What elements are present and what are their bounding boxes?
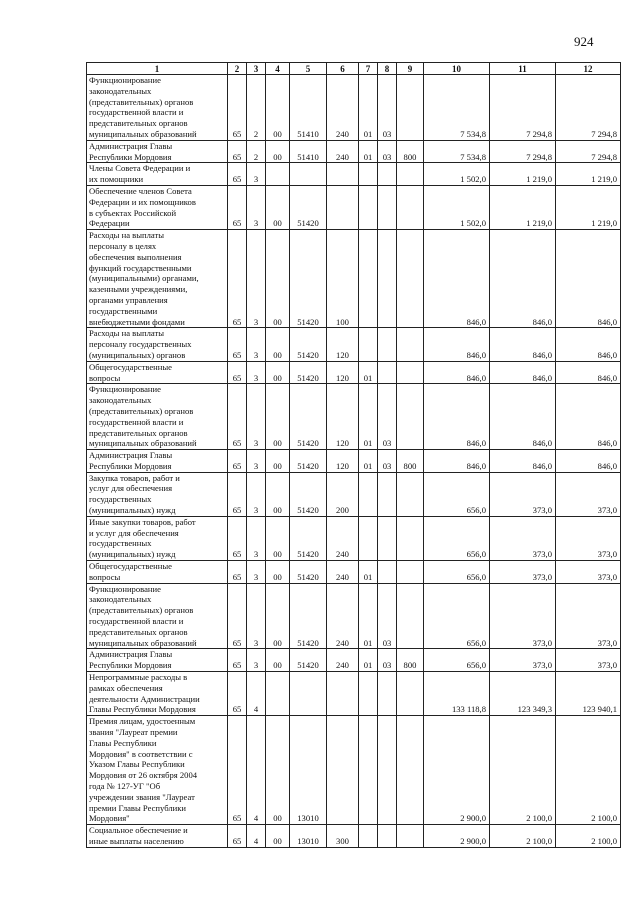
row-description: Функционирование законодательных (представительных) органов государственной власти и представительных органов муниципальных образований [87, 384, 228, 450]
table-cell: 7 294,8 [490, 75, 556, 141]
table-cell: 373,0 [556, 583, 621, 649]
table-row [87, 516, 621, 560]
table-row [87, 384, 621, 450]
row-description: Функционирование законодательных (представительных) органов государственной власти и представительных органов муниципальных образований [87, 583, 228, 649]
table-cell: 846,0 [556, 328, 621, 361]
table-cell: 2 100,0 [556, 716, 621, 825]
row-description: Расходы на выплаты персоналу государственных (муниципальных) органов [87, 328, 228, 361]
table-cell: 00 [266, 384, 290, 450]
table-row [87, 185, 621, 229]
column-header: 11 [490, 63, 556, 75]
table-cell [397, 516, 424, 560]
table-cell: 2 [247, 75, 266, 141]
table-cell [359, 230, 378, 328]
table-cell: 656,0 [424, 649, 490, 672]
table-cell [327, 672, 359, 716]
table-cell [359, 163, 378, 186]
table-cell: 13010 [290, 825, 327, 848]
column-header: 1 [87, 63, 228, 75]
table-cell: 3 [247, 561, 266, 584]
table-cell: 51420 [290, 472, 327, 516]
table-cell: 656,0 [424, 516, 490, 560]
table-row [87, 825, 621, 848]
table-cell: 3 [247, 472, 266, 516]
table-cell: 01 [359, 140, 378, 163]
table-row [87, 75, 621, 141]
table-cell: 65 [228, 230, 247, 328]
table-cell: 51420 [290, 185, 327, 229]
table-cell: 123 349,3 [490, 672, 556, 716]
table-cell: 4 [247, 672, 266, 716]
table-cell: 65 [228, 716, 247, 825]
table-cell: 13010 [290, 716, 327, 825]
table-cell: 846,0 [556, 384, 621, 450]
table-cell [378, 163, 397, 186]
table-cell: 656,0 [424, 583, 490, 649]
table-cell: 51410 [290, 140, 327, 163]
table-cell: 1 219,0 [490, 163, 556, 186]
table-cell: 03 [378, 75, 397, 141]
table-row [87, 450, 621, 473]
table-cell [359, 825, 378, 848]
table-cell: 2 [247, 140, 266, 163]
table-cell: 7 294,8 [490, 140, 556, 163]
table-cell: 03 [378, 649, 397, 672]
table-cell [378, 361, 397, 384]
table-cell: 65 [228, 583, 247, 649]
table-cell: 1 219,0 [556, 185, 621, 229]
table-cell: 00 [266, 230, 290, 328]
table-cell: 373,0 [490, 561, 556, 584]
table-cell: 4 [247, 825, 266, 848]
table-cell: 846,0 [424, 384, 490, 450]
table-cell: 65 [228, 140, 247, 163]
column-header: 7 [359, 63, 378, 75]
table-cell: 846,0 [424, 230, 490, 328]
table-cell: 00 [266, 361, 290, 384]
table-cell [397, 384, 424, 450]
table-cell: 01 [359, 384, 378, 450]
column-header: 5 [290, 63, 327, 75]
table-cell: 1 219,0 [490, 185, 556, 229]
table-cell: 1 502,0 [424, 185, 490, 229]
table-cell: 7 534,8 [424, 140, 490, 163]
table-cell: 373,0 [490, 472, 556, 516]
table-cell [397, 328, 424, 361]
table-cell: 00 [266, 561, 290, 584]
table-cell [397, 472, 424, 516]
row-description: Общегосударственные вопросы [87, 361, 228, 384]
table-row [87, 163, 621, 186]
table-cell: 2 100,0 [490, 716, 556, 825]
table-cell [266, 672, 290, 716]
column-header: 10 [424, 63, 490, 75]
table-cell: 51420 [290, 561, 327, 584]
table-cell [378, 516, 397, 560]
table-cell: 65 [228, 516, 247, 560]
table-cell: 65 [228, 75, 247, 141]
table-cell: 00 [266, 450, 290, 473]
table-cell: 656,0 [424, 561, 490, 584]
table-cell: 2 900,0 [424, 825, 490, 848]
table-cell: 123 940,1 [556, 672, 621, 716]
table-row [87, 561, 621, 584]
table-cell: 373,0 [556, 516, 621, 560]
row-description: Обеспечение членов Совета Федерации и их помощников в субъектах Российской Федерации [87, 185, 228, 229]
table-cell: 846,0 [556, 230, 621, 328]
table-cell: 373,0 [556, 649, 621, 672]
table-cell: 846,0 [556, 361, 621, 384]
table-cell: 51410 [290, 75, 327, 141]
table-cell: 200 [327, 472, 359, 516]
table-cell: 240 [327, 583, 359, 649]
table-cell: 2 900,0 [424, 716, 490, 825]
table-cell: 3 [247, 583, 266, 649]
table-cell: 240 [327, 516, 359, 560]
table-cell: 120 [327, 450, 359, 473]
table-cell: 1 502,0 [424, 163, 490, 186]
table-cell: 00 [266, 716, 290, 825]
table-cell: 51420 [290, 516, 327, 560]
table-cell: 846,0 [424, 361, 490, 384]
table-cell [378, 328, 397, 361]
table-cell: 00 [266, 649, 290, 672]
row-description: Администрация Главы Республики Мордовия [87, 140, 228, 163]
table-cell: 3 [247, 230, 266, 328]
table-cell [397, 561, 424, 584]
row-description: Расходы на выплаты персоналу в целях обеспечения выполнения функций государственными (муниципальными) органами, казенными учреждениями, органами управления государственными внебюджетными фондами [87, 230, 228, 328]
table-cell: 373,0 [490, 516, 556, 560]
table-cell: 65 [228, 825, 247, 848]
table-cell: 65 [228, 672, 247, 716]
table-cell: 03 [378, 450, 397, 473]
table-cell: 846,0 [490, 450, 556, 473]
table-cell: 65 [228, 561, 247, 584]
table-cell [397, 672, 424, 716]
table-cell [397, 716, 424, 825]
row-description: Иные закупки товаров, работ и услуг для обеспечения государственных (муниципальных) нужд [87, 516, 228, 560]
table-cell [378, 825, 397, 848]
table-cell [327, 716, 359, 825]
table-cell: 2 100,0 [490, 825, 556, 848]
table-cell: 800 [397, 450, 424, 473]
table-row [87, 583, 621, 649]
row-description: Общегосударственные вопросы [87, 561, 228, 584]
table-cell: 03 [378, 140, 397, 163]
table-cell [397, 583, 424, 649]
table-row [87, 361, 621, 384]
table-cell: 240 [327, 561, 359, 584]
column-header: 4 [266, 63, 290, 75]
table-cell: 00 [266, 472, 290, 516]
table-cell [397, 825, 424, 848]
table-cell [327, 185, 359, 229]
table-cell: 3 [247, 450, 266, 473]
table-cell: 3 [247, 516, 266, 560]
table-cell: 100 [327, 230, 359, 328]
table-cell: 846,0 [424, 328, 490, 361]
table-cell [266, 163, 290, 186]
table-cell: 120 [327, 328, 359, 361]
table-row [87, 230, 621, 328]
table-cell: 00 [266, 140, 290, 163]
table-cell: 01 [359, 583, 378, 649]
row-description: Социальное обеспечение и иные выплаты населению [87, 825, 228, 848]
table-cell: 65 [228, 328, 247, 361]
table-row [87, 672, 621, 716]
table-cell [359, 672, 378, 716]
table-cell: 373,0 [556, 561, 621, 584]
table-cell: 00 [266, 825, 290, 848]
table-cell: 01 [359, 361, 378, 384]
column-header: 12 [556, 63, 621, 75]
table-cell: 240 [327, 649, 359, 672]
table-cell [378, 716, 397, 825]
table-cell: 846,0 [490, 361, 556, 384]
table-cell: 2 100,0 [556, 825, 621, 848]
table-cell [290, 163, 327, 186]
table-cell: 65 [228, 185, 247, 229]
table-cell: 3 [247, 384, 266, 450]
column-header: 3 [247, 63, 266, 75]
table-cell: 65 [228, 384, 247, 450]
table-cell: 800 [397, 140, 424, 163]
table-cell: 51420 [290, 649, 327, 672]
table-cell: 3 [247, 361, 266, 384]
table-cell [378, 185, 397, 229]
table-cell: 1 219,0 [556, 163, 621, 186]
table-cell: 133 118,8 [424, 672, 490, 716]
table-cell: 65 [228, 361, 247, 384]
table-cell: 01 [359, 649, 378, 672]
table-cell: 240 [327, 75, 359, 141]
table-cell [378, 230, 397, 328]
table-cell: 120 [327, 384, 359, 450]
table-cell [359, 328, 378, 361]
table-cell [397, 163, 424, 186]
table-cell: 01 [359, 450, 378, 473]
table-cell: 240 [327, 140, 359, 163]
table-cell: 3 [247, 163, 266, 186]
table-cell [359, 185, 378, 229]
row-description: Функционирование законодательных (представительных) органов государственной власти и представительных органов муниципальных образований [87, 75, 228, 141]
table-cell [290, 672, 327, 716]
table-cell: 3 [247, 185, 266, 229]
table-row [87, 472, 621, 516]
table-cell [359, 516, 378, 560]
table-cell: 846,0 [490, 384, 556, 450]
table-cell: 00 [266, 328, 290, 361]
table-cell: 7 534,8 [424, 75, 490, 141]
table-header-row [87, 63, 621, 75]
table-cell: 65 [228, 450, 247, 473]
row-description: Закупка товаров, работ и услуг для обеспечения государственных (муниципальных) нужд [87, 472, 228, 516]
table-cell: 300 [327, 825, 359, 848]
table-row [87, 328, 621, 361]
table-cell [397, 361, 424, 384]
table-cell [378, 472, 397, 516]
table-cell: 800 [397, 649, 424, 672]
table-cell: 65 [228, 163, 247, 186]
table-cell: 3 [247, 649, 266, 672]
table-cell [378, 561, 397, 584]
table-cell [327, 163, 359, 186]
table-cell [397, 185, 424, 229]
row-description: Премия лицам, удостоенным звания "Лауреат премии Главы Республики Мордовия" в соответствии с Указом Главы Республики Мордовия от 26 октября 2004 года № 127-УГ "Об учреждении звания "Лауреат премии Главы Республики Мордовия" [87, 716, 228, 825]
table-cell: 846,0 [490, 328, 556, 361]
table-cell: 00 [266, 75, 290, 141]
table-cell: 00 [266, 583, 290, 649]
column-header: 2 [228, 63, 247, 75]
table-row [87, 649, 621, 672]
table-cell: 846,0 [490, 230, 556, 328]
row-description: Администрация Главы Республики Мордовия [87, 649, 228, 672]
table-cell: 656,0 [424, 472, 490, 516]
table-cell: 51420 [290, 450, 327, 473]
table-cell: 00 [266, 185, 290, 229]
table-cell: 7 294,8 [556, 75, 621, 141]
row-description: Члены Совета Федерации и их помощники [87, 163, 228, 186]
row-description: Непрограммные расходы в рамках обеспечения деятельности Администрации Главы Республики Мордовия [87, 672, 228, 716]
table-cell: 4 [247, 716, 266, 825]
column-header: 6 [327, 63, 359, 75]
row-description: Администрация Главы Республики Мордовия [87, 450, 228, 473]
budget-table [86, 62, 621, 848]
table-cell: 00 [266, 516, 290, 560]
table-cell: 65 [228, 649, 247, 672]
table-cell: 3 [247, 328, 266, 361]
table-cell: 373,0 [490, 649, 556, 672]
column-header: 9 [397, 63, 424, 75]
table-cell: 01 [359, 75, 378, 141]
table-cell: 51420 [290, 230, 327, 328]
table-cell: 51420 [290, 583, 327, 649]
table-cell: 03 [378, 583, 397, 649]
table-cell [378, 672, 397, 716]
table-cell: 846,0 [556, 450, 621, 473]
table-cell [397, 230, 424, 328]
table-cell: 120 [327, 361, 359, 384]
column-header: 8 [378, 63, 397, 75]
table-row [87, 716, 621, 825]
table-cell [359, 472, 378, 516]
table-cell: 846,0 [424, 450, 490, 473]
table-cell: 7 294,8 [556, 140, 621, 163]
table-cell [397, 75, 424, 141]
table-cell: 51420 [290, 384, 327, 450]
table-cell: 51420 [290, 361, 327, 384]
table-cell: 51420 [290, 328, 327, 361]
table-cell: 373,0 [490, 583, 556, 649]
table-cell: 03 [378, 384, 397, 450]
table-cell: 373,0 [556, 472, 621, 516]
table-cell: 01 [359, 561, 378, 584]
table-row [87, 140, 621, 163]
table-cell: 65 [228, 472, 247, 516]
table-cell [359, 716, 378, 825]
page-number: 924 [574, 34, 594, 49]
